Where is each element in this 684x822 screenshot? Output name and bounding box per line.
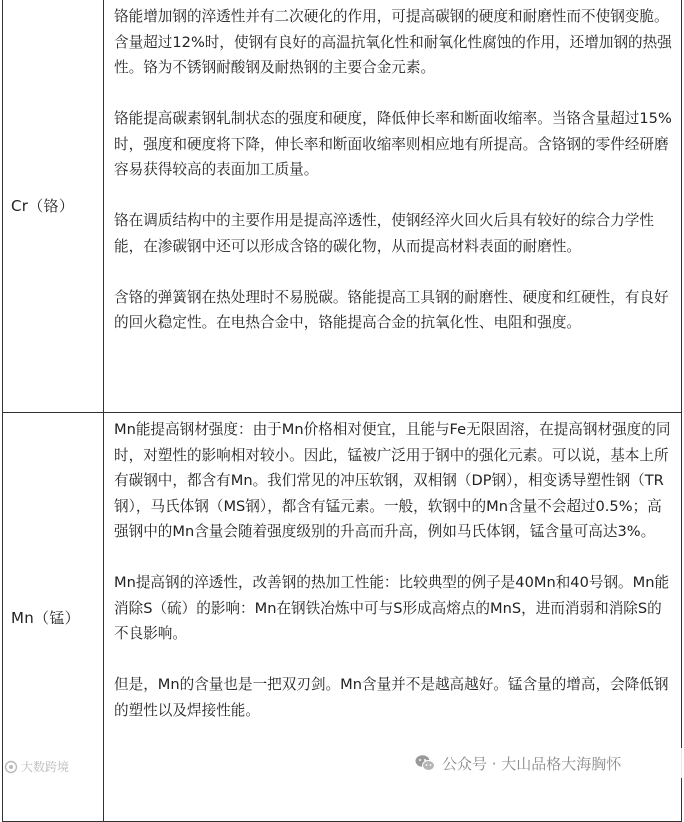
watermark-right-text: 公众号 · 大山品格大海胸怀 — [442, 754, 622, 773]
paragraph: Mn提高钢的淬透性，改善钢的热加工性能：比较典型的例子是40Mn和40号钢。Mn能消除S（硫）的影响：Mn在钢铁冶炼中可与S形成高熔点的MnS，进而消弱和消除S的不良影响。 — [114, 574, 670, 642]
watermark-right — [414, 748, 682, 778]
paragraph: 但是，Mn的含量也是一把双刃剑。Mn含量并不是越高越好。锰含量的增高，会降低钢的塑性以及焊接性能。 — [114, 676, 669, 719]
wm-logo-icon — [4, 760, 18, 774]
paragraph: 含铬的弹簧钢在热处理时不易脱碳。铬能提高工具钢的耐磨性、硬度和红硬性，有良好的回火稳定性。在电热合金中，铬能提高合金的抗氧化性、电阻和强度。 — [114, 288, 669, 331]
paragraph: Mn能提高钢材强度：由于Mn价格相对便宜，且能与Fe无限固溶，在提高钢材强度的同时，对塑性的影响相对较小。因此，锰被广泛用于钢中的强化元素。可以说，基本上所有碳钢中，都含有Mn。我们常见的冲压软钢，双相钢（DP钢），相变诱导塑性钢（TR钢），马氏体钢（MS钢），都含有锰元素。一般，软钢中的Mn含量不会超过0.5%；高强钢中的Mn含量会随着强度级别的升高而升高，例如马氏体钢，锰含量可高达3%。 — [114, 421, 671, 540]
element-name: Mn（锰） — [11, 608, 80, 627]
description-cell — [104, 0, 682, 413]
wechat-icon — [414, 752, 436, 774]
watermark-left — [4, 758, 69, 775]
paragraph: 铬能提高碳素钢轧制状态的强度和硬度，降低伸长率和断面收缩率。当铬含量超过15%时，强度和硬度将下降，伸长率和断面收缩率则相应地有所提高。含铬钢的零件经研磨容易获得较高的表面加工质量。 — [114, 110, 672, 178]
paragraph: 铬在调质结构中的主要作用是提高淬透性，使钢经淬火回火后具有较好的综合力学性能，在渗碳钢中还可以形成含铬的碳化物，从而提高材料表面的耐磨性。 — [114, 212, 654, 255]
watermark-left-text: 大数跨境 — [21, 760, 70, 774]
paragraph: 铬能增加钢的淬透性并有二次硬化的作用，可提高碳钢的硬度和耐磨性而不使钢变脆。含量超过12%时，使钢有良好的高温抗氧化性和耐氧化性腐蚀的作用，还增加钢的热强性。铬为不锈钢耐酸钢及耐热钢的主要合金元素。 — [114, 8, 672, 76]
element-cell — [3, 0, 104, 413]
table-row-cr — [3, 0, 682, 413]
element-properties-table — [2, 0, 682, 822]
element-name: Cr（铬） — [11, 197, 75, 215]
